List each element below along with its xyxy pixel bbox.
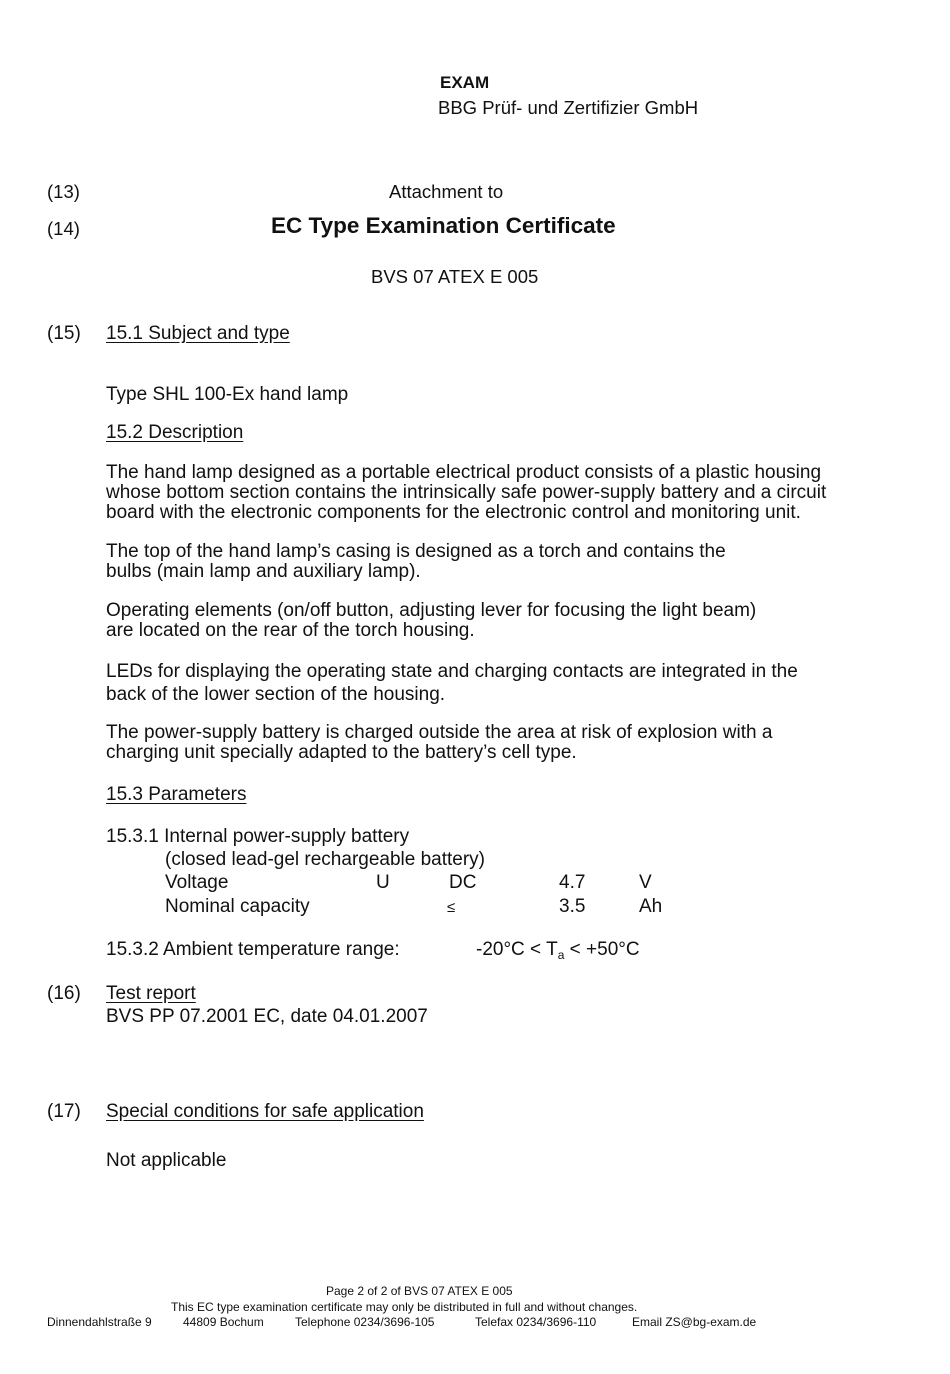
- certificate-title: EC Type Examination Certificate: [271, 213, 616, 238]
- desc-line: LEDs for displaying the operating state and charging contacts are integrated in the: [106, 661, 798, 682]
- param-value: 4.7: [559, 872, 586, 893]
- temp-value-start: -20°C < T: [476, 939, 558, 960]
- desc-line: whose bottom section contains the intrinsically safe power-supply battery and a circuit: [106, 482, 827, 503]
- desc-line: are located on the rear of the torch housing.: [106, 620, 475, 641]
- param-label: Nominal capacity: [165, 896, 310, 917]
- certificate-number: BVS 07 ATEX E 005: [371, 266, 539, 287]
- desc-line: The hand lamp designed as a portable electrical product consists of a plastic housing: [106, 462, 822, 483]
- footer-page-number: Page 2 of 2 of BVS 07 ATEX E 005: [326, 1284, 513, 1298]
- param-temperature-label: 15.3.2 Ambient temperature range:: [106, 939, 400, 960]
- param-unit: Ah: [639, 896, 663, 917]
- footer-city: 44809 Bochum: [183, 1315, 264, 1329]
- footer-notice: This EC type examination certificate may only be distributed in full and without changes.: [171, 1300, 638, 1314]
- param-label: Voltage: [165, 872, 229, 893]
- desc-line: bulbs (main lamp and auxiliary lamp).: [106, 561, 421, 582]
- heading-parameters: 15.3 Parameters: [106, 784, 247, 805]
- heading-special-conditions: Special conditions for safe application: [106, 1101, 424, 1122]
- param-symbol: U: [376, 872, 390, 893]
- subject-text: Type SHL 100-Ex hand lamp: [106, 384, 349, 405]
- section-number-13: (13): [47, 181, 80, 202]
- temp-value-end: < +50°C: [564, 939, 640, 960]
- heading-description: 15.2 Description: [106, 422, 244, 443]
- test-report-text: BVS PP 07.2001 EC, date 04.01.2007: [106, 1006, 428, 1027]
- company-name: BBG Prüf- und Zertifizier GmbH: [438, 97, 699, 118]
- section-number-15: (15): [47, 323, 81, 344]
- section-number-17: (17): [47, 1101, 81, 1122]
- desc-line: charging unit specially adapted to the battery’s cell type.: [106, 742, 577, 763]
- param-qualifier: DC: [449, 872, 477, 893]
- footer-fax: Telefax 0234/3696-110: [475, 1315, 597, 1329]
- param-battery-subtitle: (closed lead-gel rechargeable battery): [165, 849, 486, 870]
- org-name: EXAM: [440, 73, 490, 92]
- desc-line: board with the electronic components for the electronic control and monitoring unit.: [106, 502, 801, 523]
- param-temperature-value: [476, 939, 640, 961]
- attachment-label: Attachment to: [389, 181, 504, 202]
- special-conditions-text: Not applicable: [106, 1150, 227, 1171]
- param-unit: V: [639, 872, 652, 893]
- temp-subscript: a: [557, 948, 565, 962]
- param-value: 3.5: [559, 896, 586, 917]
- section-number-14: (14): [47, 218, 80, 239]
- desc-line: back of the lower section of the housing.: [106, 684, 446, 705]
- desc-line: Operating elements (on/off button, adjusting lever for focusing the light beam): [106, 600, 757, 621]
- desc-line: The power-supply battery is charged outside the area at risk of explosion with a: [106, 722, 773, 743]
- section-number-16: (16): [47, 983, 81, 1004]
- param-battery-title: 15.3.1 Internal power-supply battery: [106, 826, 410, 847]
- param-qualifier: ≤: [447, 899, 456, 916]
- footer-street: Dinnendahlstraße 9: [47, 1315, 152, 1329]
- desc-line: The top of the hand lamp’s casing is designed as a torch and contains the: [106, 541, 726, 562]
- heading-subject-type: 15.1 Subject and type: [106, 323, 290, 344]
- heading-test-report: Test report: [106, 983, 196, 1004]
- footer-email: Email ZS@bg-exam.de: [632, 1315, 757, 1329]
- footer-phone: Telephone 0234/3696-105: [295, 1315, 435, 1329]
